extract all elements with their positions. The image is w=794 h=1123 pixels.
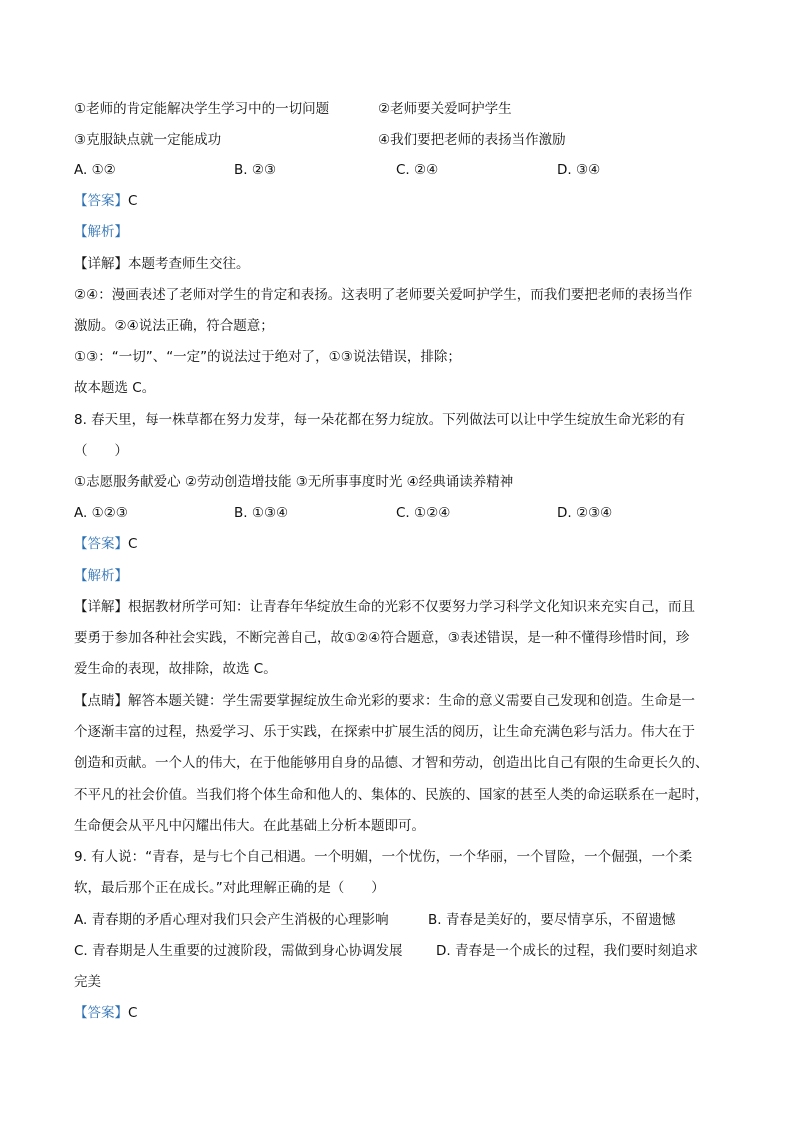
q8-choice-b: B. ①③④	[234, 505, 289, 521]
q8-tip-4: 不平凡的社会价值。当我们将个体生命和他人的、集体的、民族的、国家的甚至人类的命运联系在一起时，	[74, 787, 709, 803]
q9-choice-d-cont: 完美	[74, 974, 101, 990]
q8-choice-c: C. ①②④	[396, 505, 451, 521]
q8-tip-1	[74, 691, 695, 711]
q9-stem-1: 9. 有人说：“青春，是与七个自己相遇。一个明媚，一个忧伤，一个华丽，一个冒险，一个倔强，一个柔	[74, 849, 693, 865]
q8-choice-d: D. ②③④	[557, 505, 613, 521]
answer-value: C	[128, 193, 138, 209]
q7-option-2: ②老师要关爱呵护学生	[378, 101, 512, 117]
answer-tag: 【答案】	[74, 536, 128, 552]
q8-detail-2: 要勇于参加各种社会实践，不断完善自己，故①②④符合题意，③表述错误，是一种不懂得珍惜时间，珍	[74, 630, 690, 646]
q7-detail-line	[74, 254, 250, 274]
q8-detail-3: 爱生命的表现，故排除，故选 C。	[74, 661, 277, 677]
q9-choice-b: B. 青春是美好的，要尽情享乐，不留遗憾	[428, 912, 676, 928]
q7-option-4: ④我们要把老师的表扬当作激励	[378, 132, 566, 148]
q9-choice-c: C. 青春期是人生重要的过渡阶段，需做到身心协调发展	[74, 943, 403, 959]
q7-explanation-2: 激励。②④说法正确，符合题意；	[74, 318, 274, 334]
detail-text: 根据教材所学可知：让青春年华绽放生命的光彩不仅要努力学习科学文化知识来充实自己，而且	[128, 599, 695, 615]
answer-value: C	[128, 1005, 138, 1021]
q8-stem-1: 8. 春天里，每一株草都在努力发芽，每一朵花都在努力绽放。下列做法可以让中学生绽放生命光彩的有	[74, 412, 686, 428]
detail-tag: 【详解】	[74, 256, 128, 272]
q7-explanation-3: ①③：“一切”、“一定”的说法过于绝对了，①③说法错误，排除；	[74, 349, 461, 365]
tip-text: 解答本题关键：学生需要掌握绽放生命光彩的要求：生命的意义需要自己发现和创造。生命是一	[128, 693, 695, 709]
q7-option-3: ③克服缺点就一定能成功	[74, 132, 222, 148]
q8-stem-2: （ ）	[74, 443, 128, 459]
analysis-tag: 【解析】	[74, 568, 128, 584]
q7-explanation-1: ②④：漫画表述了老师对学生的肯定和表扬。这表明了老师要关爱呵护学生，而我们要把老师的表扬当作	[74, 287, 693, 303]
q8-tip-5: 生命便会从平凡中闪耀出伟大。在此基础上分析本题即可。	[74, 818, 425, 834]
q8-tip-3: 创造和贡献。一个人的伟大，在于他能够用自身的品德、才智和劳动，创造出比自己有限的生命更长久的、	[74, 755, 709, 771]
detail-tag: 【详解】	[74, 599, 128, 615]
q7-choice-d: D. ③④	[557, 162, 601, 178]
q7-option-1: ①老师的肯定能解决学生学习中的一切问题	[74, 101, 330, 117]
answer-tag: 【答案】	[74, 193, 128, 209]
q7-choice-c: C. ②④	[396, 162, 439, 178]
q8-analysis-line	[74, 566, 128, 586]
q8-options: ①志愿服务献爱心 ②劳动创造增技能 ③无所事事度时光 ④经典诵读养精神	[74, 474, 514, 490]
q9-stem-2: 软，最后那个正在成长。”对此理解正确的是（ ）	[74, 880, 385, 896]
q7-analysis-line	[74, 222, 128, 242]
q8-tip-2: 个逐渐丰富的过程，热爱学习、乐于实践，在探索中扩展生活的阅历，让生命充满色彩与活力。伟大在于	[74, 724, 695, 740]
q7-choice-a: A. ①②	[74, 162, 116, 178]
tip-tag: 【点睛】	[74, 693, 128, 709]
q9-answer-line	[74, 1003, 137, 1023]
q9-choice-a: A. 青春期的矛盾心理对我们只会产生消极的心理影响	[74, 912, 389, 928]
q8-answer-line	[74, 534, 137, 554]
q8-detail-1	[74, 597, 695, 617]
answer-tag: 【答案】	[74, 1005, 128, 1021]
q7-answer-line	[74, 191, 137, 211]
q9-choice-d: D. 青春是一个成长的过程，我们要时刻追求	[436, 943, 698, 959]
answer-value: C	[128, 536, 138, 552]
q7-choice-b: B. ②③	[234, 162, 277, 178]
q8-choice-a: A. ①②③	[74, 505, 128, 521]
q7-explanation-4: 故本题选 C。	[74, 380, 156, 396]
detail-text: 本题考查师生交往。	[128, 256, 250, 272]
analysis-tag: 【解析】	[74, 224, 128, 240]
